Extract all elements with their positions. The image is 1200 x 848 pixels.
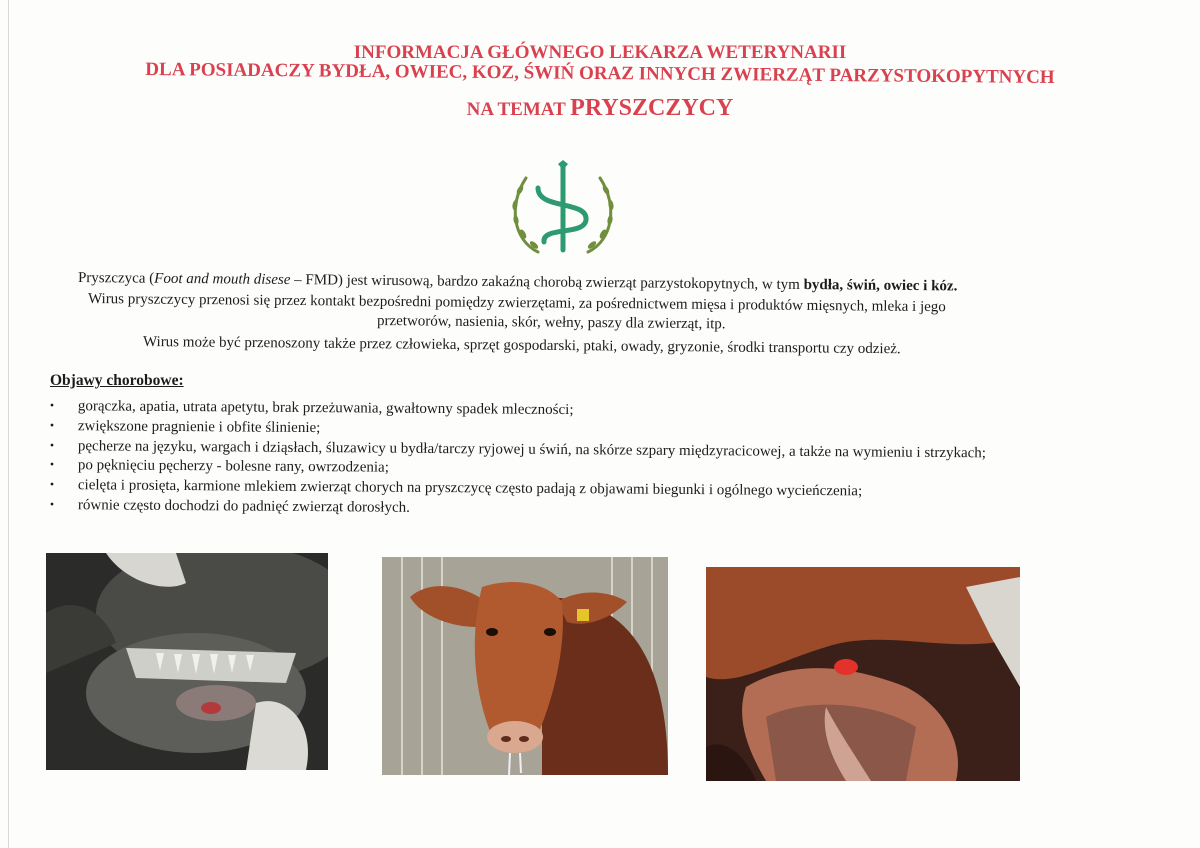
mouth-lesions-photo: [46, 553, 328, 770]
list-item-text: cielęta i prosięta, karmione mlekiem zwierząt chorych na pryszczycę często padają z objawami biegunki i ogólnego wycieńczenia;: [77, 477, 863, 500]
title-line-1: INFORMACJA GŁÓWNEGO LEKARZA WETERYNARII: [353, 42, 847, 63]
intro-species: bydła, świń, owiec i kóz.: [803, 276, 958, 295]
list-item-text: zwiększone pragnienie i obfite ślinienie;: [77, 418, 321, 437]
bullet: •: [49, 438, 55, 453]
title-line-2: DLA POSIADACZY BYDŁA, OWIEC, KOZ, ŚWIŃ ORAZ INNYCH ZWIERZĄT PARZYSTOKOPYTNYCH: [145, 59, 1055, 88]
list-item-text: po pęknięciu pęcherzy - bolesne rany, owrzodzenia;: [77, 457, 389, 476]
hoof-lesion-photo: [706, 567, 1020, 781]
list-item-text: gorączka, apatia, utrata apetytu, brak przeżuwania, gwałtowny spadek mleczności;: [77, 398, 574, 419]
title-line-3: [60, 95, 1140, 122]
title-disease-name: PRYSZCZYCY: [570, 95, 734, 121]
title-prefix: NA TEMAT: [466, 99, 571, 120]
bullet: •: [49, 418, 55, 433]
list-item-text: równie często dochodzi do padnięć zwierząt dorosłych.: [77, 497, 410, 516]
bullet: •: [49, 477, 55, 492]
intro-paragraph-transmission-cont: przetworów, nasienia, skór, wełny, paszy dla zwierząt, itp.: [376, 313, 726, 333]
symptoms-heading: Objawy chorobowe:: [50, 372, 184, 389]
cow-drooling-photo: [382, 557, 668, 775]
veterinary-inspection-logo: [498, 160, 628, 260]
list-item-text: pęcherze na języku, wargach i dziąsłach, śluzawicy u bydła/tarczy ryjowej u świń, na skórze szpary międzyracicowej, a także na wymieniu i strzykach;: [77, 438, 987, 462]
bullet: •: [49, 457, 55, 472]
intro-paragraph-transmission: Wirus pryszczycy przenosi się przez kontakt bezpośredni pomiędzy zwierzętami, za pośrednictwem mięsa i produktów mięsnych, mleka i jego: [87, 291, 946, 316]
intro-english-name: Foot and mouth disese: [154, 270, 291, 289]
intro-text: – FMD) jest wirusową, bardzo zakaźną chorobą zwierząt parzystokopytnych, w tym: [290, 272, 804, 293]
intro-text: Pryszczyca (: [77, 270, 155, 287]
bullet: •: [49, 398, 55, 413]
bullet: •: [49, 497, 55, 512]
scan-edge: [8, 0, 9, 848]
intro-paragraph-carriers: Wirus może być przenoszony także przez człowieka, sprzęt gospodarski, ptaki, owady, gryzonie, środki transportu czy odzież.: [142, 334, 901, 358]
